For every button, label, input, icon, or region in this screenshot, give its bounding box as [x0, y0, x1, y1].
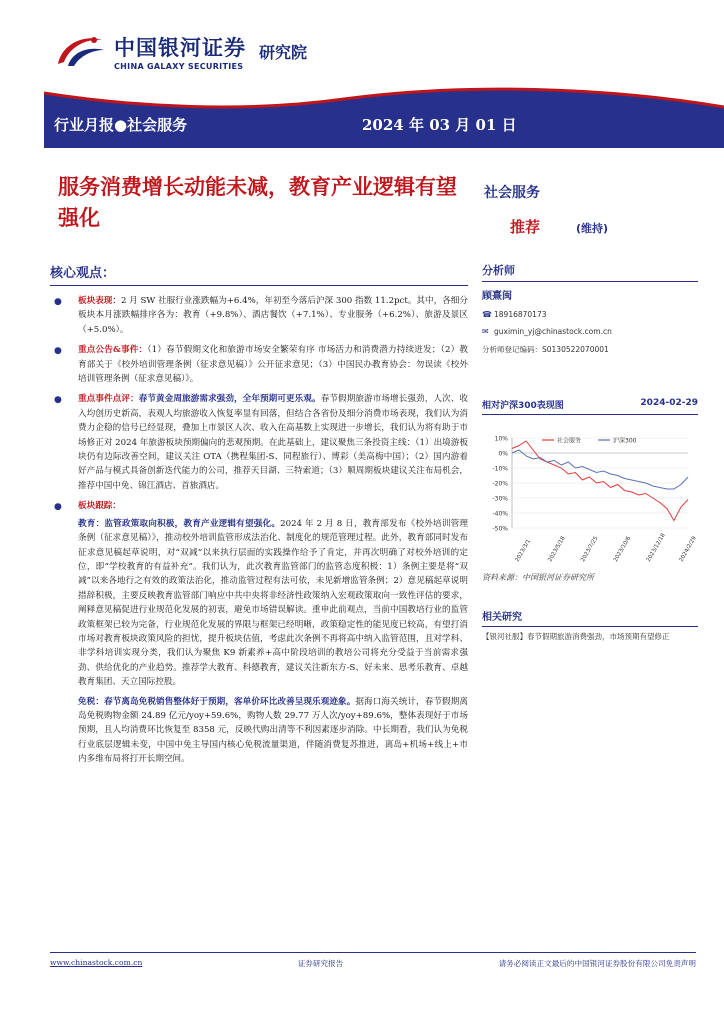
y-tick-label: -50%: [492, 525, 508, 533]
bullet-icon: ●: [54, 297, 62, 307]
analyst-section: [482, 262, 698, 355]
x-tick-label: 2023/5/18: [547, 535, 567, 563]
analyst-email-row: [482, 327, 698, 336]
phone-icon: ☎: [482, 310, 492, 319]
analyst-phone: 18916870173: [494, 310, 547, 319]
report-date: 2024 年 03 月 01 日: [362, 116, 517, 134]
y-tick-label: -10%: [492, 465, 508, 473]
analyst-name: 顾熹闽: [482, 291, 512, 302]
legend-label: 沪深300: [613, 437, 637, 445]
analyst-cert: 分析师登记编码：S0130522070001: [482, 345, 609, 354]
core-views-heading: 核心观点：: [50, 262, 468, 286]
chart-source: 资料来源：中国银河证券研究所: [482, 573, 594, 582]
related-research-item[interactable]: 【银河社服】春节假期旅游消费强劲，市场预期有望修正: [482, 632, 670, 641]
analyst-cert-row: [482, 344, 698, 355]
report-title: 服务消费增长动能未减，教育产业逻辑有望强化: [58, 175, 457, 230]
bullet-icon: ●: [54, 395, 62, 406]
y-tick-label: 10%: [494, 435, 508, 443]
tracking-education: 教育：监管政策取向积极，教育产业逻辑有望强化。2024 年 2 月 8 日，教育部发布《校外培训管理条例（征求意见稿）》，推动校外培训监管形成法治化、制度化的规范管理过程。此外，教育部同时发布征求意见稿起草说明，对“双减”以来执行层面的实践操作给予了肯定，并再次明确了对校外培训的定位，即“学校教育的有益补充”。我们认为，此次教育监管部门的监管态度积极：1）条例主要是将“双减”以来各地行之有效的政策法治化，推动监管过程有法可依，未见新增监管条例；2）意见稿起草说明措辞积极，主要反映教育监管部门响应中共中央将非经济性政策纳入宏观政策取向一致性评估的要求，阐释意见稿促进行业规范化发展的初衷，避免市场错误解读。重申此前观点，当前中国教培行业的监管政策框架已较为完备，行业规范化发展的界限与框架已经明晰，政策稳定性的能见度已较高，有望打消市场对教育板块政策风险的担忧，提升板块估值，考虑此次条例不再将高中纳入监管范围，且对学科、非学科培训实现分类，我们认为聚焦 K9 新素养+高中阶段培训的教培公司将充分受益于当前需求强劲、供给优化的产业趋势。推荐学大教育、科德教育，建议关注新东方-S、好未来、思考乐教育、卓越教育集团、天立国际控股。: [78, 518, 468, 688]
bullet-sector-tracking: ● 板块跟踪：: [50, 499, 468, 513]
footer-disclaimer: 请务必阅读正文最后的中国银河证券股份有限公司免责声明: [498, 959, 696, 968]
bullet-key-announcements: ● 重点公告&事件：（1）春节假期文化和旅游市场安全繁荣有序 市场活力和消费潜力持续迸发；（2）教育部关于《校外培训管理条例（征求意见稿）》公开征求意见；（3）中国民办教育协会：勿误读《校外培训管理条例（征求意见稿）》。: [54, 345, 468, 385]
performance-date: 2024-02-29: [640, 398, 698, 408]
report-meta-bar: [44, 104, 681, 142]
core-views-section: [50, 262, 468, 772]
bullet-icon: ●: [54, 346, 62, 357]
analyst-heading: 分析师: [482, 262, 698, 282]
email-icon: ✉: [482, 327, 489, 336]
rating-note: (维持): [576, 222, 609, 235]
analyst-email[interactable]: guximin_yj@chinastock.com.cn: [494, 327, 612, 336]
company-logo: [44, 10, 344, 72]
x-tick-label: 2023/7/25: [580, 535, 600, 563]
x-tick-label: 2024/2/29: [678, 535, 698, 563]
performance-heading-row: [482, 398, 698, 415]
legend-label: 社会服务: [557, 437, 582, 445]
performance-heading: 相对沪深300表现图: [482, 401, 564, 411]
x-tick-label: 2023/10/6: [612, 535, 633, 563]
relative-performance-chart: [482, 424, 698, 574]
x-tick-label: 2023/3/1: [514, 538, 533, 563]
sector-label: 社会服务: [484, 185, 540, 201]
y-tick-label: -30%: [492, 495, 508, 503]
performance-chart-svg: [482, 424, 698, 574]
footer-center: 证券研究报告: [297, 959, 344, 968]
logo-text-en: CHINA GALAXY SECURITIES: [114, 62, 244, 71]
report-type: 行业月报●社会服务: [54, 116, 188, 134]
galaxy-logo-icon: [54, 34, 106, 68]
analyst-phone-row: [482, 310, 698, 319]
tracking-duty-free: 免税：春节离岛免税销售整体好于预期，客单价环比改善呈现乐观迹象。据海口海关统计，春节假期离岛免税购物金额 24.89 亿元/yoy+59.6%，购物人数 29.77 万人次/yoy+89.6%，整体表现好于市场预期，且人均消费环比恢复至 8358 元，反映代购出清等不利因素逐步消除。中长期看，我们认为免税行业底层逻辑未变，中国中免主导国内核心免税流量渠道，伴随消费复苏推进，离岛+机场+线上+市内多维布局将打开长期空间。: [78, 696, 468, 765]
y-tick-label: -20%: [492, 480, 508, 488]
y-tick-label: 0%: [498, 450, 508, 458]
institute-name: 研究院: [259, 43, 308, 62]
x-tick-label: 2023/12/18: [645, 532, 667, 563]
rating-label: 推荐: [510, 218, 541, 236]
bullet-sector-performance: ● 板块表现：2 月 SW 社服行业涨跌幅为+6.4%，年初至今落后沪深 300 指数 11.2pct。其中，各细分板块本月涨跌幅排序各为：教育（+9.8%）、酒店餐饮（+7.1%）、专业服务（+6.2%）、旅游及景区（+5.0%）。: [54, 296, 468, 335]
page-footer: [50, 952, 696, 969]
bullet-event-review: ● 重点事件点评：春节黄金周旅游需求强劲，全年预期可更乐观。春节假期旅游市场增长强劲，人次、收入均创历史新高，表观人均旅游收入恢复率显有回落，但结合各省份及细分消费市场表现，我们认为消费力企稳的信号已经显现，叠加上市景区人次、收入在高基数上实现进一步增长，我们认为将有助于市场修正对 2024 年旅游板块预期偏向的悲观预期。在此基础上，建议聚焦三条投资主线：（1）出境游板块仍有边际改善空间，建议关注 OTA（携程集团-S、同程旅行）、博彩（美高梅中国）；（2）国内游着好产品与模式具备创新迭代能力的公司，推荐天目湖、三特索道；（3）顺周期板块建议关注布局机会，推荐中国中免、锦江酒店、首旅酒店。: [54, 394, 468, 491]
logo-text-cn: 中国银河证券: [114, 36, 246, 60]
related-research-heading: 相关研究: [482, 608, 698, 627]
footer-url[interactable]: www.chinastock.com.cn: [50, 958, 143, 967]
y-tick-label: -40%: [492, 510, 508, 518]
bullet-icon: ●: [54, 502, 62, 513]
